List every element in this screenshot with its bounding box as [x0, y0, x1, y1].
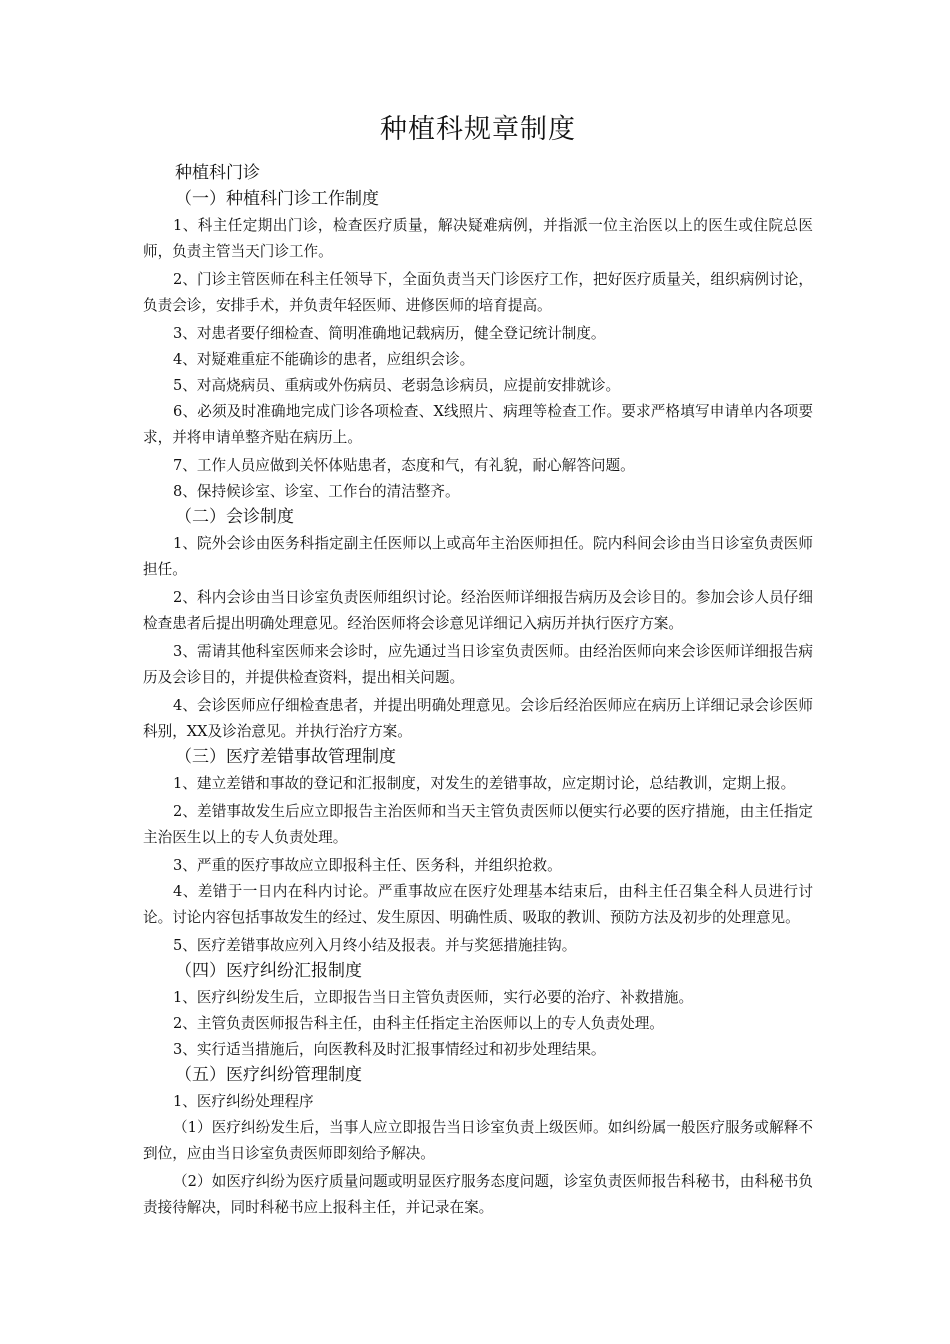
paragraph: （2）如医疗纠纷为医疗质量问题或明显医疗服务态度问题，诊室负责医师报告科秘书，由科秘书负责接待解决，同时科秘书应上报科主任，并记录在案。: [143, 1173, 813, 1216]
paragraph: 4、差错于一日内在科内讨论。严重事故应在医疗处理基本结束后，由科主任召集全科人员进行讨论。讨论内容包括事故发生的经过、发生原因、明确性质、吸取的教训、预防方法及初步的处理意见。: [143, 883, 813, 926]
department-heading: 种植科门诊: [175, 163, 260, 183]
section-consultation-rules: [143, 505, 813, 745]
paragraph: 7、工作人员应做到关怀体贴患者，态度和气，有礼貌，耐心解答问题。: [173, 457, 635, 474]
paragraph: 3、实行适当措施后，向医教科及时汇报事情经过和初步处理结果。: [173, 1041, 606, 1058]
paragraph: 3、对患者要仔细检查、简明准确地记载病历，健全登记统计制度。: [173, 325, 606, 342]
section-dispute-reporting: [143, 959, 813, 1063]
paragraph: 2、科内会诊由当日诊室负责医师组织讨论。经治医师详细报告病历及会诊目的。参加会诊人员仔细检查患者后提出明确处理意见。经治医师将会诊意见详细记入病历并执行医疗方案。: [143, 589, 813, 632]
paragraph: 3、严重的医疗事故应立即报科主任、医务科，并组织抢救。: [173, 857, 562, 874]
section-heading: （四）医疗纠纷汇报制度: [175, 961, 362, 981]
section-heading: （一）种植科门诊工作制度: [175, 189, 379, 209]
paragraph: 6、必须及时准确地完成门诊各项检查、X线照片、病理等检查工作。要求严格填写申请单内各项要求，并将申请单整齐贴在病历上。: [143, 403, 813, 446]
section-outpatient-rules: [143, 187, 813, 505]
paragraph: 1、医疗纠纷处理程序: [173, 1093, 314, 1110]
paragraph: 1、院外会诊由医务科指定副主任医师以上或高年主治医师担任。院内科间会诊由当日诊室负责医师担任。: [143, 535, 813, 578]
paragraph: 1、建立差错和事故的登记和汇报制度，对发生的差错事故，应定期讨论，总结教训，定期上报。: [173, 775, 796, 792]
section-dispute-management: [143, 1063, 813, 1221]
paragraph: 2、差错事故发生后应立即报告主治医师和当天主管负责医师以便实行必要的医疗措施，由主任指定主治医生以上的专人负责处理。: [143, 803, 813, 846]
document-body: [143, 161, 813, 1221]
paragraph: 1、医疗纠纷发生后，立即报告当日主管负责医师，实行必要的治疗、补救措施。: [173, 989, 694, 1006]
paragraph: 4、对疑难重症不能确诊的患者，应组织会诊。: [173, 351, 475, 368]
section-error-management: [143, 745, 813, 959]
paragraph: 3、需请其他科室医师来会诊时，应先通过当日诊室负责医师。由经治医师向来会诊医师详细报告病历及会诊目的，并提供检查资料，提出相关问题。: [143, 643, 813, 686]
paragraph: 5、对高烧病员、重病或外伤病员、老弱急诊病员，应提前安排就诊。: [173, 377, 621, 394]
section-heading: （五）医疗纠纷管理制度: [175, 1065, 362, 1085]
section-heading: （二）会诊制度: [175, 507, 294, 527]
section-heading: （三）医疗差错事故管理制度: [175, 747, 396, 767]
document-title: 种植科规章制度: [380, 114, 576, 145]
paragraph: （1）医疗纠纷发生后，当事人应立即报告当日诊室负责上级医师。如纠纷属一般医疗服务或解释不到位，应由当日诊室负责医师即刻给予解决。: [143, 1119, 813, 1162]
paragraph: 5、医疗差错事故应列入月终小结及报表。并与奖惩措施挂钩。: [173, 937, 577, 954]
paragraph: 2、主管负责医师报告科主任，由科主任指定主治医师以上的专人负责处理。: [173, 1015, 664, 1032]
paragraph: 2、门诊主管医师在科主任领导下，全面负责当天门诊医疗工作，把好医疗质量关，组织病例讨论，负责会诊，安排手术，并负责年轻医师、进修医师的培育提高。: [143, 271, 813, 314]
paragraph: 1、科主任定期出门诊，检查医疗质量，解决疑难病例，并指派一位主治医以上的医生或住院总医师，负责主管当天门诊工作。: [143, 217, 813, 260]
paragraph: 4、会诊医师应仔细检查患者，并提出明确处理意见。会诊后经治医师应在病历上详细记录会诊医师科别，XX及诊治意见。并执行治疗方案。: [143, 697, 813, 740]
paragraph: 8、保持候诊室、诊室、工作台的清洁整齐。: [173, 483, 460, 500]
